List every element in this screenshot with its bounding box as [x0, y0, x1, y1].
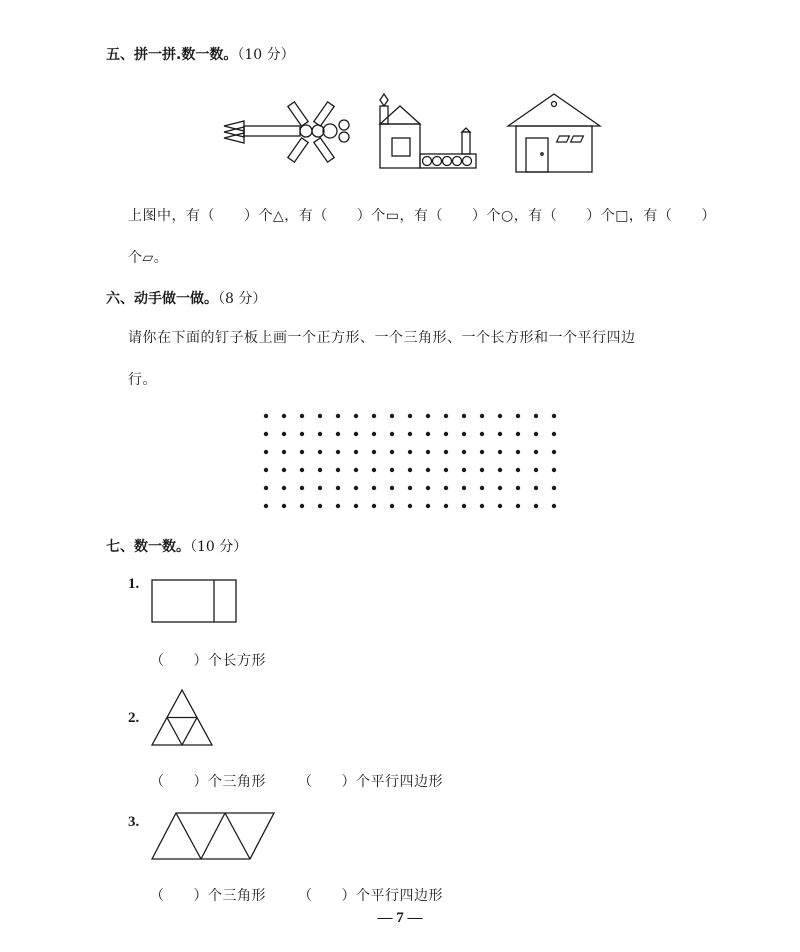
castle-train-figure	[376, 92, 480, 172]
peg-dot[interactable]	[354, 486, 358, 490]
peg-dot[interactable]	[354, 432, 358, 436]
peg-dot[interactable]	[300, 450, 304, 454]
peg-dot[interactable]	[498, 432, 502, 436]
peg-dot[interactable]	[516, 468, 520, 472]
section7-title: 七、数一数。	[106, 539, 190, 555]
peg-dot[interactable]	[390, 468, 394, 472]
q1-number: 1.	[128, 576, 140, 592]
peg-dot[interactable]	[318, 450, 322, 454]
section5-question-line2: 个▱。	[128, 250, 169, 266]
peg-dot[interactable]	[426, 450, 430, 454]
peg-dot[interactable]	[336, 450, 340, 454]
q1-rectangle-figure	[150, 578, 240, 626]
peg-dot[interactable]	[390, 450, 394, 454]
peg-dot[interactable]	[552, 432, 556, 436]
peg-dot[interactable]	[534, 414, 538, 418]
section5-question-line1: 上图中，有（ ）个△，有（ ）个▭，有（ ）个○，有（ ）个□，有（ ）	[128, 208, 716, 224]
peg-dot[interactable]	[336, 414, 340, 418]
peg-dot[interactable]	[462, 432, 466, 436]
peg-dot[interactable]	[516, 414, 520, 418]
peg-dot[interactable]	[390, 432, 394, 436]
peg-dot[interactable]	[534, 432, 538, 436]
section6-instruction-line1: 请你在下面的钉子板上画一个正方形、一个三角形、一个长方形和一个平行四边	[128, 330, 636, 346]
q3-number: 3.	[128, 814, 140, 830]
peg-dot[interactable]	[498, 468, 502, 472]
peg-dot[interactable]	[462, 504, 466, 508]
peg-dot[interactable]	[300, 486, 304, 490]
peg-dot[interactable]	[444, 468, 448, 472]
peg-dot[interactable]	[264, 450, 268, 454]
q3-answer-parallelograms[interactable]: （ ）个平行四边形	[298, 888, 443, 904]
peg-dot[interactable]	[480, 486, 484, 490]
peg-dot[interactable]	[480, 504, 484, 508]
peg-dot[interactable]	[426, 486, 430, 490]
section7-heading	[106, 536, 247, 556]
peg-dot[interactable]	[282, 468, 286, 472]
peg-dot[interactable]	[426, 504, 430, 508]
peg-dot[interactable]	[318, 414, 322, 418]
peg-dot[interactable]	[390, 486, 394, 490]
peg-dot[interactable]	[480, 432, 484, 436]
section5-heading	[106, 44, 295, 64]
peg-dot[interactable]	[264, 432, 268, 436]
peg-dot[interactable]	[462, 486, 466, 490]
section6-heading	[106, 288, 266, 308]
peg-dot[interactable]	[264, 468, 268, 472]
section6-instruction-line2: 行。	[128, 372, 157, 388]
peg-dot[interactable]	[534, 468, 538, 472]
peg-dot[interactable]	[498, 504, 502, 508]
peg-dot[interactable]	[372, 414, 376, 418]
peg-dot[interactable]	[462, 450, 466, 454]
section7-points: （10 分）	[190, 539, 248, 555]
peg-dot[interactable]	[408, 450, 412, 454]
peg-dot[interactable]	[552, 414, 556, 418]
peg-dot[interactable]	[408, 504, 412, 508]
house-figure	[506, 92, 602, 174]
q2-answer-triangles[interactable]: （ ）个三角形	[150, 774, 266, 790]
q3-answer-triangles[interactable]: （ ）个三角形	[150, 888, 266, 904]
peg-dot[interactable]	[282, 414, 286, 418]
peg-dot[interactable]	[282, 450, 286, 454]
peg-dot[interactable]	[498, 450, 502, 454]
peg-dot[interactable]	[552, 486, 556, 490]
peg-dot[interactable]	[426, 432, 430, 436]
q2-number: 2.	[128, 710, 140, 726]
peg-dot[interactable]	[408, 414, 412, 418]
peg-dot[interactable]	[462, 414, 466, 418]
peg-dot[interactable]	[354, 504, 358, 508]
peg-dot[interactable]	[426, 414, 430, 418]
peg-dot[interactable]	[336, 486, 340, 490]
section6-points: （8 分）	[218, 291, 267, 307]
section5-title: 五、拼一拼.数一数。	[106, 47, 238, 63]
peg-dot[interactable]	[372, 468, 376, 472]
peg-dot[interactable]	[534, 504, 538, 508]
peg-dot[interactable]	[282, 504, 286, 508]
peg-dot[interactable]	[552, 450, 556, 454]
peg-dot[interactable]	[336, 432, 340, 436]
peg-dot[interactable]	[552, 504, 556, 508]
peg-dot[interactable]	[282, 486, 286, 490]
peg-dot[interactable]	[390, 414, 394, 418]
peg-dot[interactable]	[426, 468, 430, 472]
q2-answer-parallelograms[interactable]: （ ）个平行四边形	[298, 774, 443, 790]
peg-dot[interactable]	[516, 504, 520, 508]
peg-dot[interactable]	[516, 450, 520, 454]
peg-dot[interactable]	[480, 468, 484, 472]
peg-dot[interactable]	[390, 504, 394, 508]
peg-dot[interactable]	[300, 432, 304, 436]
peg-dot[interactable]	[444, 450, 448, 454]
q1-answer[interactable]: （ ）个长方形	[150, 653, 266, 669]
peg-dot[interactable]	[372, 450, 376, 454]
q2-triangle-figure	[150, 688, 216, 748]
page-number: — 7 —	[377, 910, 423, 926]
peg-dot[interactable]	[408, 486, 412, 490]
peg-dot[interactable]	[516, 432, 520, 436]
peg-dot[interactable]	[462, 468, 466, 472]
peg-dot[interactable]	[552, 468, 556, 472]
peg-dot[interactable]	[444, 504, 448, 508]
q3-parallelogram-figure	[150, 810, 278, 862]
peg-dot[interactable]	[318, 432, 322, 436]
peg-dot[interactable]	[354, 414, 358, 418]
peg-dot[interactable]	[264, 486, 268, 490]
peg-dot[interactable]	[354, 450, 358, 454]
peg-dot[interactable]	[300, 504, 304, 508]
section6-title: 六、动手做一做。	[106, 291, 218, 307]
peg-dot[interactable]	[264, 504, 268, 508]
pegboard[interactable]	[258, 408, 568, 514]
peg-dot[interactable]	[534, 486, 538, 490]
peg-dot[interactable]	[498, 486, 502, 490]
peg-dot[interactable]	[534, 450, 538, 454]
peg-dot[interactable]	[480, 450, 484, 454]
peg-dot[interactable]	[444, 432, 448, 436]
section5-points: （10 分）	[237, 47, 295, 63]
peg-dot[interactable]	[264, 414, 268, 418]
peg-dot[interactable]	[372, 504, 376, 508]
peg-dot[interactable]	[318, 486, 322, 490]
peg-dot[interactable]	[408, 468, 412, 472]
peg-dot[interactable]	[318, 504, 322, 508]
peg-dot[interactable]	[318, 468, 322, 472]
peg-dot[interactable]	[336, 468, 340, 472]
dragonfly-figure	[220, 96, 360, 170]
peg-dot[interactable]	[516, 486, 520, 490]
peg-dot[interactable]	[336, 504, 340, 508]
peg-dot[interactable]	[498, 414, 502, 418]
peg-dot[interactable]	[444, 486, 448, 490]
peg-dot[interactable]	[282, 432, 286, 436]
peg-dot[interactable]	[480, 414, 484, 418]
peg-dot[interactable]	[300, 414, 304, 418]
peg-dot[interactable]	[444, 414, 448, 418]
peg-dot[interactable]	[408, 432, 412, 436]
peg-dot[interactable]	[372, 432, 376, 436]
peg-dot[interactable]	[354, 468, 358, 472]
peg-dot[interactable]	[372, 486, 376, 490]
peg-dot[interactable]	[300, 468, 304, 472]
